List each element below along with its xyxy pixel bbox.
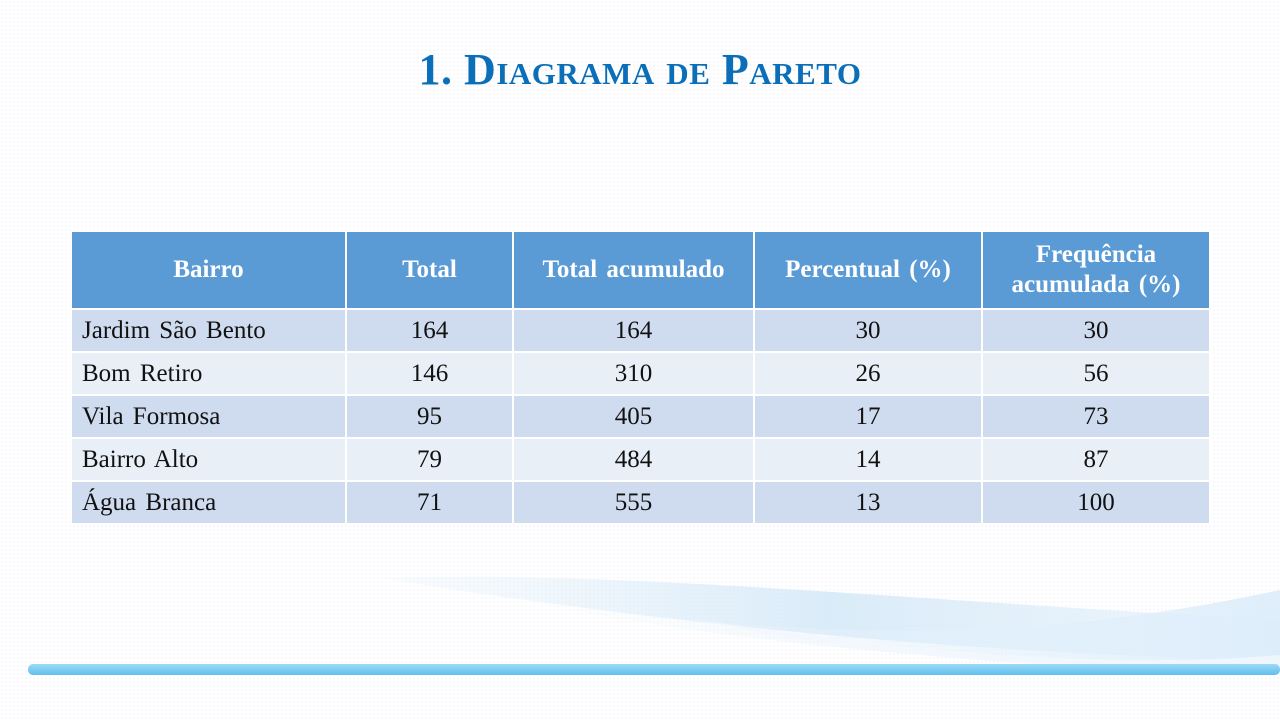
table-header-row <box>71 231 1210 309</box>
cell-total: 146 <box>346 352 513 395</box>
wave-decoration <box>0 560 1280 700</box>
cell-frequencia-acumulada: 87 <box>982 438 1210 481</box>
cell-total-acumulado: 484 <box>513 438 754 481</box>
cell-total-acumulado: 310 <box>513 352 754 395</box>
table-row <box>71 395 1210 438</box>
cell-total: 79 <box>346 438 513 481</box>
cell-frequencia-acumulada: 100 <box>982 481 1210 524</box>
table-row <box>71 309 1210 352</box>
header-total-acumulado: Total acumulado <box>513 231 754 309</box>
cell-frequencia-acumulada: 56 <box>982 352 1210 395</box>
cell-total-acumulado: 405 <box>513 395 754 438</box>
cell-percentual: 26 <box>754 352 982 395</box>
cell-total-acumulado: 164 <box>513 309 754 352</box>
header-total: Total <box>346 231 513 309</box>
cell-bairro: Água Branca <box>71 481 346 524</box>
header-bairro: Bairro <box>71 231 346 309</box>
table-row <box>71 352 1210 395</box>
cell-frequencia-acumulada: 30 <box>982 309 1210 352</box>
header-percentual: Percentual (%) <box>754 231 982 309</box>
table-row <box>71 481 1210 524</box>
table-row <box>71 438 1210 481</box>
accent-stripe <box>28 664 1280 675</box>
cell-total: 71 <box>346 481 513 524</box>
header-frequencia-acumulada: Frequência acumulada (%) <box>982 231 1210 309</box>
cell-percentual: 14 <box>754 438 982 481</box>
cell-bairro: Vila Formosa <box>71 395 346 438</box>
cell-bairro: Jardim São Bento <box>71 309 346 352</box>
cell-percentual: 17 <box>754 395 982 438</box>
cell-bairro: Bom Retiro <box>71 352 346 395</box>
slide-title: 1. Diagrama de Pareto <box>418 45 862 94</box>
cell-total: 164 <box>346 309 513 352</box>
cell-bairro: Bairro Alto <box>71 438 346 481</box>
cell-total: 95 <box>346 395 513 438</box>
cell-percentual: 13 <box>754 481 982 524</box>
pareto-table <box>70 230 1211 525</box>
cell-frequencia-acumulada: 73 <box>982 395 1210 438</box>
cell-percentual: 30 <box>754 309 982 352</box>
cell-total-acumulado: 555 <box>513 481 754 524</box>
